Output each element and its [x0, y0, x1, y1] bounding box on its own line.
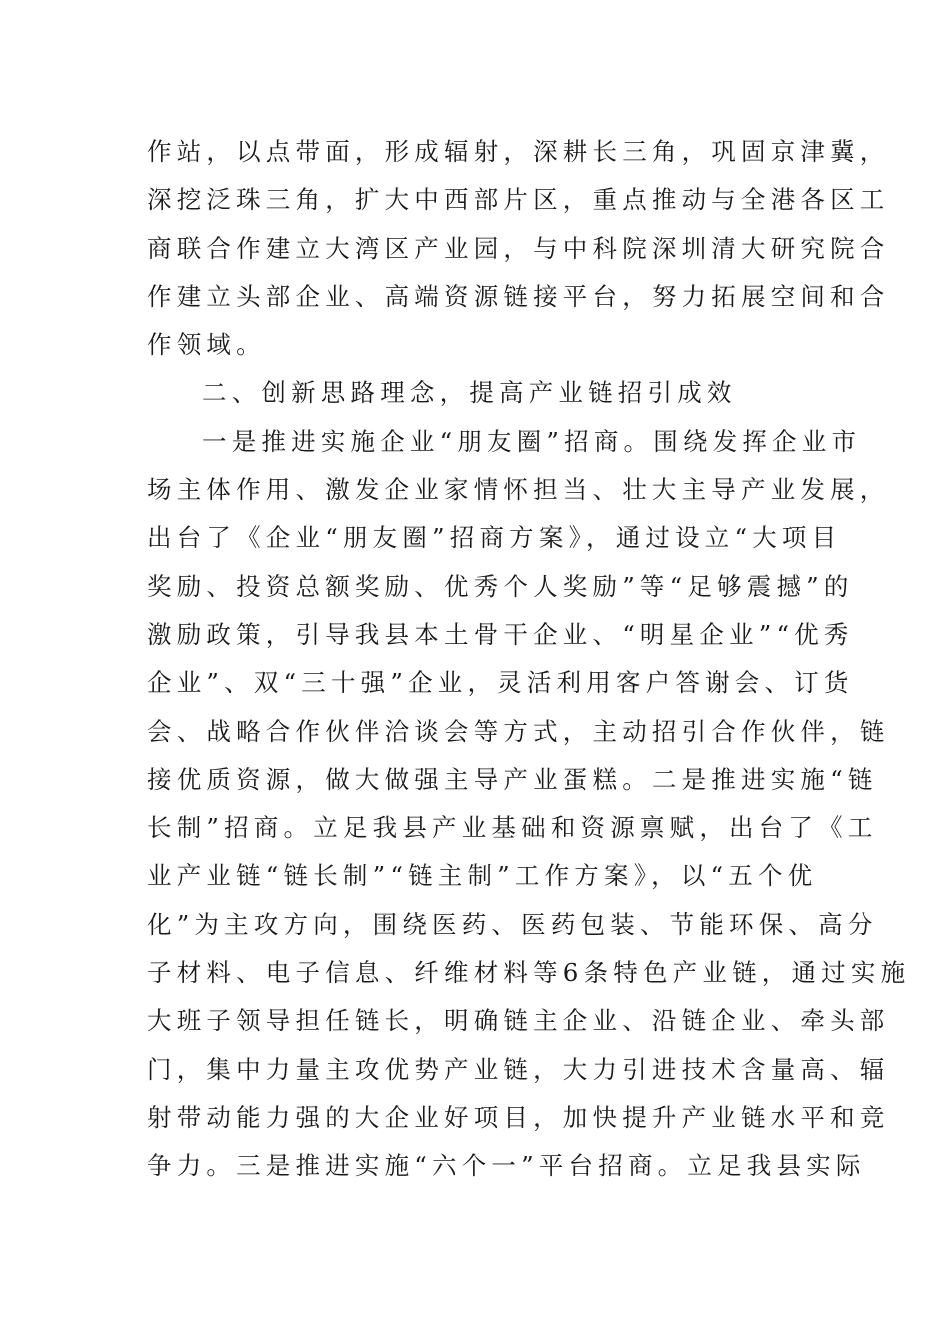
text-line: 大班子领导担任链长，明确链主企业、沿链企业、牵头部	[147, 1006, 890, 1036]
text-line: 子材料、电子信息、纤维材料等6条特色产业链，通过实施	[147, 958, 911, 988]
text-line: 接优质资源，做大做强主导产业蛋糕。二是推进实施“链	[147, 764, 878, 794]
text-line: 出台了《企业“朋友圈”招商方案》，通过设立“大项目	[147, 523, 842, 553]
text-line: 门，集中力量主攻优势产业链，大力引进技术含量高、辐	[147, 1054, 890, 1084]
text-line: 企业”、双“三十强”企业，灵活利用客户答谢会、订货	[147, 668, 854, 698]
text-line: 业产业链“链长制”“链主制”工作方案》，以“五个优	[147, 861, 818, 891]
text-line: 一是推进实施企业“朋友圈”招商。围绕发挥企业市	[202, 426, 862, 456]
section-heading: 二、创新思路理念，提高产业链招引成效	[202, 378, 737, 408]
text-line: 作站，以点带面，形成辐射，深耕长三角，巩固京津冀，	[147, 137, 890, 166]
text-line: 会、战略合作伙伴洽谈会等方式，主动招引合作伙伴，链	[147, 716, 890, 746]
text-line: 深挖泛珠三角，扩大中西部片区，重点推动与全港各区工	[147, 185, 890, 215]
text-line: 化”为主攻方向，围绕医药、医药包装、节能环保、高分	[147, 909, 878, 939]
text-line: 长制”招商。立足我县产业基础和资源禀赋，出台了《工	[147, 813, 878, 843]
text-line: 场主体作用、激发企业家情怀担当、壮大主导产业发展，	[147, 475, 890, 505]
text-line: 作建立头部企业、高端资源链接平台，努力拓展空间和合	[147, 281, 890, 311]
body-text	[147, 128, 911, 1191]
text-line: 作领域。	[147, 330, 266, 360]
text-line: 激励政策，引导我县本土骨干企业、“明星企业”“优秀	[147, 619, 854, 649]
text-line: 争力。三是推进实施“六个一”平台招商。立足我县实际	[147, 1151, 866, 1181]
text-line: 射带动能力强的大企业好项目，加快提升产业链水平和竞	[147, 1102, 890, 1132]
text-line: 奖励、投资总额奖励、优秀个人奖励”等“足够震撼”的	[147, 571, 854, 601]
text-line: 商联合作建立大湾区产业园，与中科院深圳清大研究院合	[147, 233, 890, 263]
